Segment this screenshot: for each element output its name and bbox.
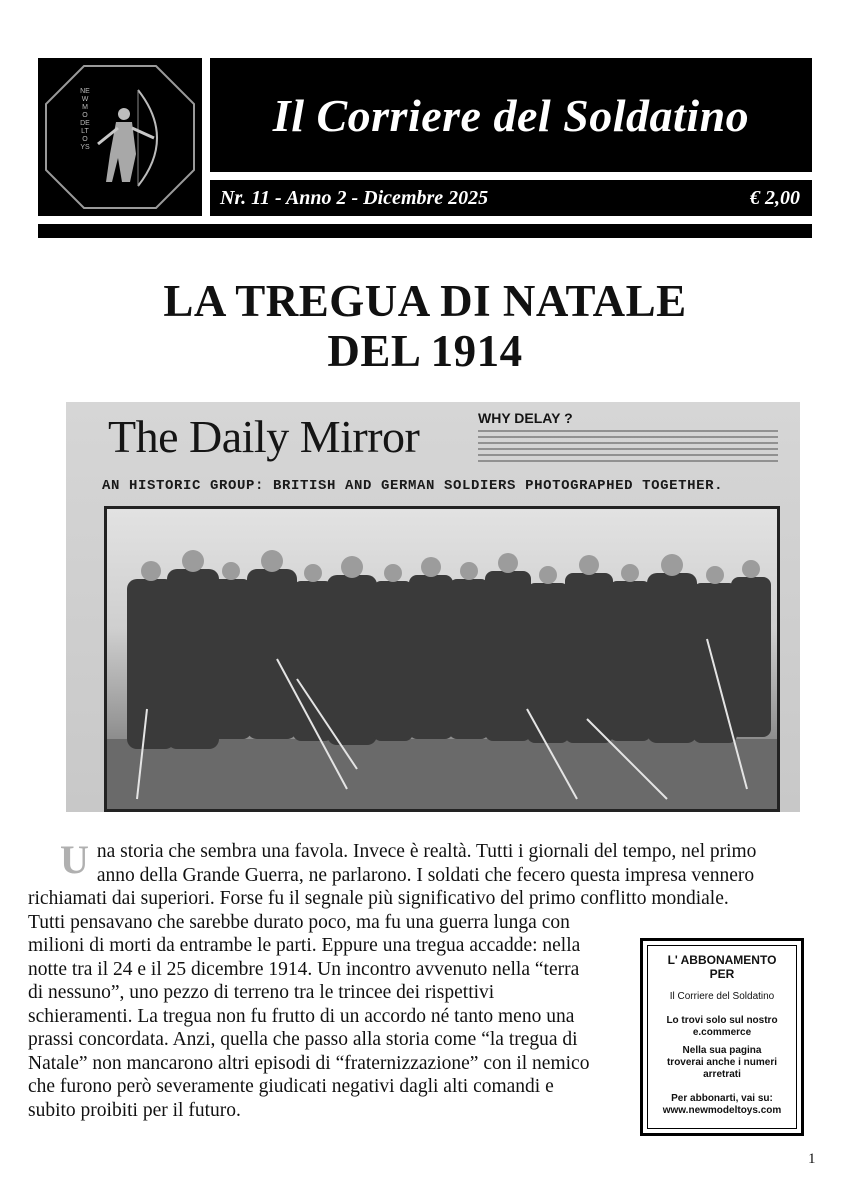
subscription-ecommerce-note (643, 1015, 801, 1039)
article-line: prassi concordata. Anzi, quella che passo alla storia come “la tregua di (28, 1029, 578, 1050)
newspaper-title: Il Corriere del Soldatino (210, 58, 812, 172)
headline-line-2: DEL 1914 (327, 326, 523, 376)
drop-cap: U (60, 837, 89, 882)
headline-line-1: LA TREGUA DI NATALE (163, 276, 687, 326)
subscription-box (640, 938, 804, 1136)
cta-line-1: Per abbonarti, vai su: (671, 1093, 773, 1104)
subscription-title-line-2: PER (709, 967, 735, 981)
page-note-line-1: Nella sua pagina (682, 1045, 762, 1056)
article-line: Natale” non mancarono altri episodi di “fraternizzazione” con il nemico (28, 1052, 590, 1074)
subscription-cta (643, 1093, 801, 1117)
article-line: Tutti pensavano che sarebbe durato poco, ma fu una guerra lunga con (28, 911, 570, 933)
subscription-title (643, 953, 801, 981)
article-line: na storia che sembra una favola. Invece è realtà. Tutti i giornali del tempo, nel primo (96, 841, 757, 862)
page-note-line-3: arretrati (703, 1069, 741, 1080)
article-line: schieramenti. La tregua non fu frutto di un accordo né tanto meno una (28, 1005, 575, 1027)
article-line: notte tra il 24 e il 25 dicembre 1914. Un incontro avvenuto nella “terra (28, 958, 580, 980)
soldiers-group-image (107, 509, 777, 809)
issue-bar (210, 180, 812, 216)
page-note-line-2: troverai anche i numeri (666, 1057, 778, 1068)
daily-mirror-photo (66, 402, 800, 812)
subscription-page-note (643, 1045, 801, 1081)
ecommerce-line-2: e.commerce (692, 1027, 752, 1038)
headline (60, 276, 790, 376)
article-line: di nessuno”, uno pezzo di terreno tra le trincee dei rispettivi (28, 982, 495, 1003)
subscription-title-line-1: L' ABBONAMENTO (667, 953, 777, 967)
soldiers-photo (104, 506, 780, 812)
ecommerce-line-1: Lo trovi solo sul nostro (666, 1015, 778, 1026)
article-line: che furono però severamente giudicati negativi dagli alti comandi e (28, 1076, 554, 1097)
price: € 2,00 (750, 187, 800, 209)
daily-mirror-masthead: The Daily Mirror (108, 411, 420, 462)
article-line: subito proibiti per il futuro. (28, 1099, 241, 1121)
header-rule (38, 224, 812, 238)
article-line: milioni di morti da entrambe le parti. Eppure una tregua accadde: nella (28, 935, 581, 956)
article-line: anno della Grande Guerra, ne parlarono. I soldati che fecero questa impresa vennero (96, 864, 755, 886)
photo-caption: AN HISTORIC GROUP: BRITISH AND GERMAN SOLDIERS PHOTOGRAPHED TOGETHER. (102, 478, 724, 494)
advert-text-block (478, 430, 778, 466)
article-line: richiamati dai superiori. Forse fu il segnale più significativo del primo conflitto mondiale. (28, 888, 729, 909)
page-number: 1 (808, 1151, 816, 1167)
issue-info: Nr. 11 - Anno 2 - Dicembre 2025 (220, 187, 489, 209)
archer-logo-icon (38, 58, 202, 216)
logo-text: NEW MODELTOYS (80, 88, 90, 151)
website-link[interactable]: www.newmodeltoys.com (662, 1105, 782, 1116)
why-delay-banner: WHY DELAY ? (478, 410, 573, 426)
logo (38, 58, 202, 216)
subscription-newspaper-name: Il Corriere del Soldatino (669, 991, 775, 1002)
